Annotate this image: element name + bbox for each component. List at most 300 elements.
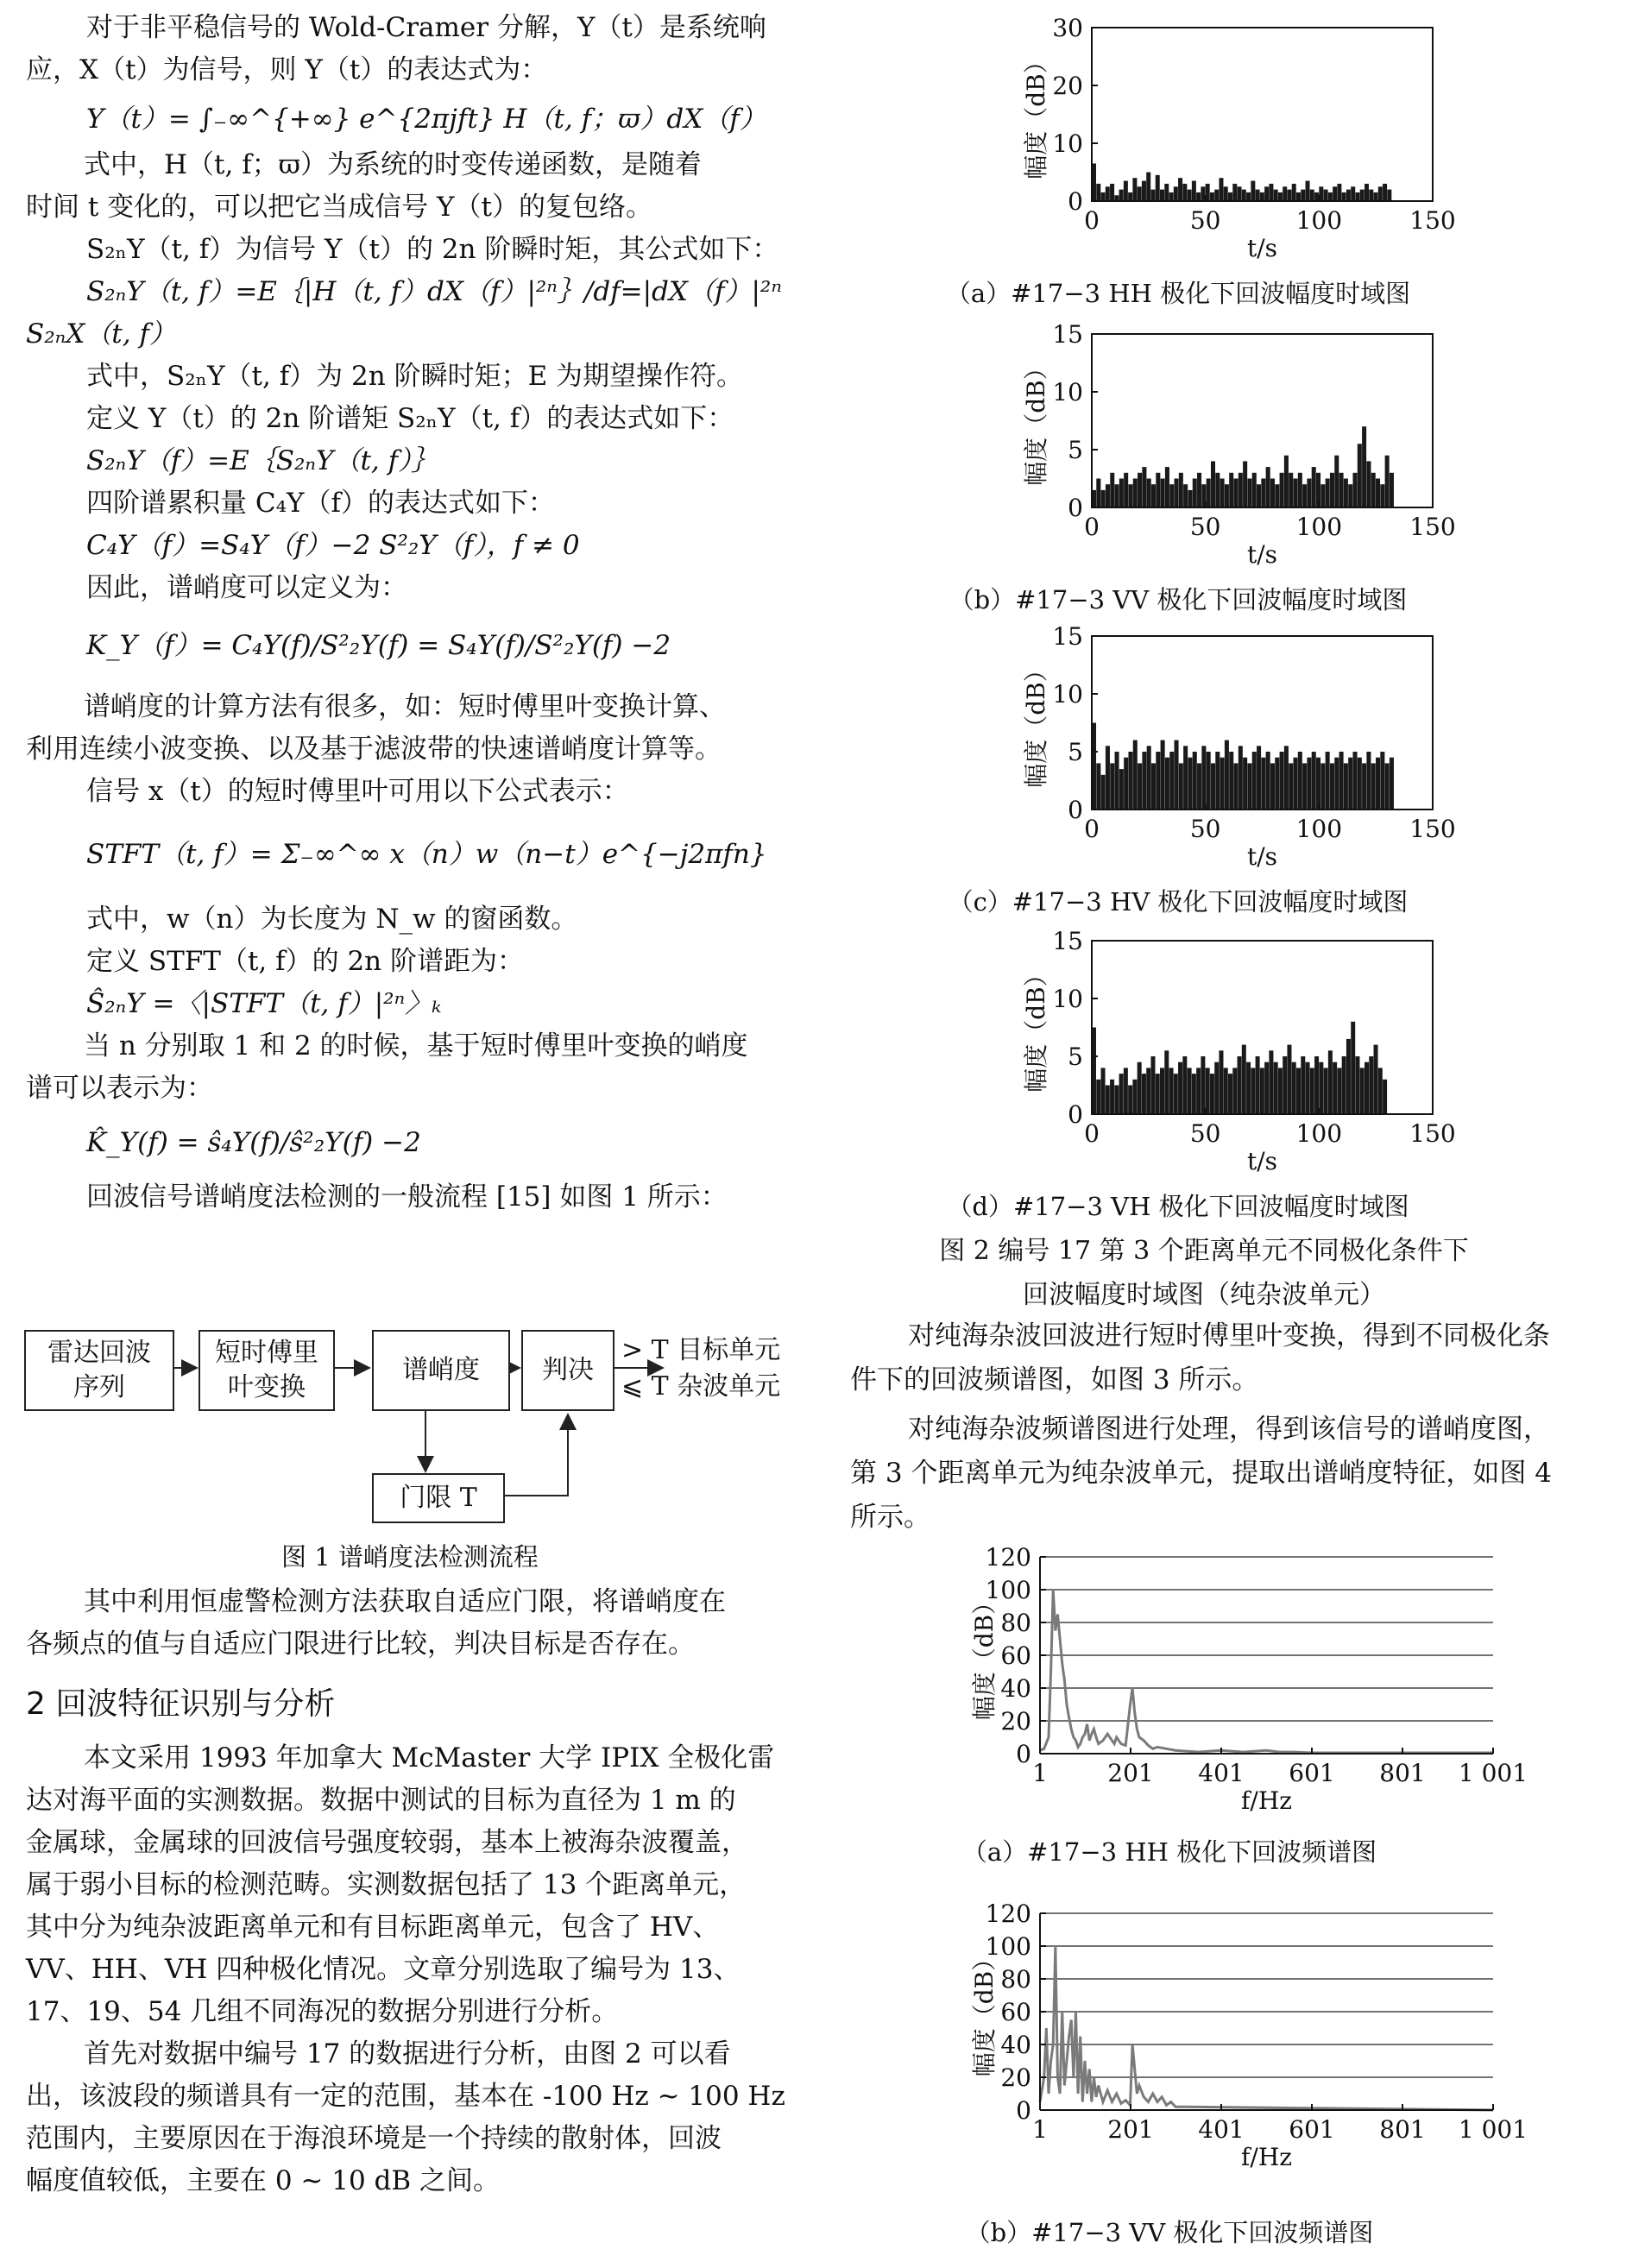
data-bar — [1320, 763, 1325, 810]
chart-2b — [850, 324, 1627, 583]
data-bar — [1275, 758, 1279, 810]
data-bar — [1234, 479, 1238, 508]
data-bar — [1138, 186, 1142, 201]
y-tick-label: 10 — [1052, 985, 1083, 1013]
data-bar — [1161, 740, 1165, 810]
data-bar — [1320, 484, 1325, 507]
y-tick-label: 5 — [1068, 738, 1083, 766]
data-bar — [1196, 192, 1201, 201]
data-bar — [1380, 484, 1384, 507]
data-bar — [1179, 763, 1183, 810]
data-bar — [1306, 1062, 1310, 1114]
data-bar — [1328, 192, 1333, 201]
x-tick-label: 601 — [1289, 2115, 1335, 2144]
y-axis-label: 幅度（dB） — [1022, 658, 1050, 788]
data-bar — [1371, 473, 1376, 507]
flow-output-target: > T 目标单元 — [621, 1335, 781, 1365]
x-tick-label: 201 — [1107, 2115, 1154, 2144]
x-tick-label: 1 — [1032, 1759, 1048, 1787]
data-bar — [1188, 758, 1192, 810]
paragraph: 定义 Y（t）的 2n 阶谱矩 S₂ₙY（t, f）的表达式如下： — [86, 403, 734, 434]
data-bar — [1138, 1062, 1142, 1114]
paragraph: 式中，S₂ₙY（t, f）为 2n 阶瞬时矩；E 为期望操作符。 — [86, 361, 744, 392]
data-bar — [1110, 473, 1114, 507]
right-column — [850, 0, 1627, 2268]
plot-frame — [1092, 28, 1433, 201]
data-bar — [1344, 479, 1348, 508]
data-bar — [1330, 473, 1334, 507]
data-bar — [1243, 758, 1247, 810]
data-bar — [1252, 752, 1257, 810]
data-bar — [1183, 746, 1188, 810]
data-bar — [1101, 775, 1106, 810]
data-bar — [1096, 763, 1100, 810]
data-bar — [1114, 195, 1119, 201]
chart-2c-caption: （c）#17−3 HV 极化下回波幅度时域图 — [948, 887, 1409, 917]
data-bar — [1348, 758, 1352, 810]
x-tick-label: 1 — [1032, 2115, 1048, 2144]
figure-2-title-line1: 图 2 编号 17 第 3 个距离单元不同极化条件下 — [939, 1236, 1469, 1266]
equation-7: Ŝ₂ₙY =〈|STFT（t, f）|²ⁿ〉ₖ — [86, 988, 442, 1019]
y-axis-label: 幅度（dB） — [970, 1590, 999, 1721]
paragraph: 各频点的值与自适应门限进行比较，判决目标是否存在。 — [26, 1629, 695, 1660]
paragraph: 谱可以表示为： — [26, 1073, 213, 1104]
data-bar — [1362, 426, 1366, 507]
paragraph: 谱峭度的计算方法有很多，如：短时傅里叶变换计算、 — [84, 691, 726, 722]
data-bar — [1247, 763, 1251, 810]
data-bar — [1264, 1062, 1269, 1114]
data-bar — [1390, 758, 1394, 810]
x-tick-label: 100 — [1295, 815, 1343, 843]
data-bar — [1119, 479, 1124, 508]
data-bar — [1301, 190, 1305, 201]
y-tick-label: 80 — [1000, 1965, 1031, 1994]
data-bar — [1257, 484, 1261, 507]
data-bar — [1346, 190, 1351, 201]
data-bar — [1293, 758, 1297, 810]
data-bar — [1169, 484, 1174, 507]
data-bar — [1106, 186, 1110, 201]
data-bar — [1197, 763, 1201, 810]
x-tick-label: 601 — [1289, 1759, 1335, 1787]
paragraph: 对纯海杂波回波进行短时傅里叶变换，得到不同极化条 — [908, 1320, 1550, 1351]
left-column — [26, 7, 803, 1219]
data-bar — [1214, 190, 1219, 201]
data-bar — [1296, 192, 1301, 201]
data-bar — [1210, 192, 1214, 201]
data-bar — [1352, 752, 1357, 810]
data-bar — [1324, 190, 1328, 201]
data-bar — [1174, 1074, 1178, 1114]
data-bar — [1183, 484, 1188, 507]
data-bar — [1328, 1050, 1333, 1114]
data-bar — [1339, 473, 1344, 507]
data-bar — [1164, 1050, 1169, 1114]
data-bar — [1193, 479, 1197, 508]
data-bar — [1215, 473, 1220, 507]
data-bar — [1376, 479, 1380, 508]
x-tick-label: 0 — [1084, 513, 1100, 541]
y-tick-label: 0 — [1016, 2096, 1031, 2125]
data-bar — [1132, 1080, 1137, 1114]
x-tick-label: 801 — [1379, 2115, 1426, 2144]
data-line — [1040, 1946, 1493, 2110]
paragraph: 信号 x（t）的短时傅里叶可用以下公式表示： — [86, 776, 629, 807]
data-bar — [1232, 1068, 1237, 1114]
data-bar — [1101, 1068, 1106, 1114]
data-bar — [1302, 763, 1307, 810]
data-bar — [1260, 1068, 1264, 1114]
data-bar — [1334, 456, 1339, 507]
data-bar — [1293, 479, 1297, 508]
data-bar — [1151, 484, 1156, 507]
paragraph: 利用连续小波变换、以及基于滤波带的快速谱峭度计算等。 — [26, 734, 722, 765]
data-bar — [1178, 178, 1182, 201]
y-tick-label: 40 — [1000, 1674, 1031, 1703]
x-tick-label: 150 — [1409, 1119, 1456, 1148]
data-bar — [1342, 192, 1346, 201]
x-tick-label: 50 — [1189, 1119, 1221, 1148]
y-tick-label: 40 — [1000, 2031, 1031, 2059]
data-bar — [1333, 1062, 1337, 1114]
data-bar — [1193, 752, 1197, 810]
x-tick-label: 50 — [1189, 815, 1221, 843]
paragraph: 首先对数据中编号 17 的数据进行分析，由图 2 可以看 — [84, 2038, 731, 2070]
data-bar — [1298, 752, 1302, 810]
data-bar — [1228, 192, 1232, 201]
data-bar — [1114, 1086, 1119, 1115]
y-tick-label: 60 — [1000, 1641, 1031, 1670]
x-tick-label: 150 — [1409, 206, 1456, 235]
data-bar — [1366, 752, 1371, 810]
data-bar — [1266, 752, 1270, 810]
chart-3a — [850, 1547, 1627, 1831]
y-tick-label: 0 — [1068, 494, 1083, 522]
data-bar — [1310, 1068, 1314, 1114]
data-bar — [1132, 178, 1137, 201]
data-bar — [1289, 763, 1293, 810]
y-axis-label: 幅度（dB） — [970, 1946, 999, 2077]
data-bar — [1312, 752, 1316, 810]
chart-2a-caption: （a）#17−3 HH 极化下回波幅度时域图 — [945, 279, 1411, 308]
data-bar — [1188, 490, 1192, 507]
flowchart — [24, 1325, 792, 1523]
data-bar — [1310, 190, 1314, 201]
y-axis-label: 幅度（dB） — [1022, 49, 1050, 180]
data-bar — [1270, 763, 1275, 810]
data-bar — [1175, 740, 1179, 810]
x-tick-label: 201 — [1107, 1759, 1154, 1787]
paragraph: 式中，H（t, f；ϖ）为系统的时变传递函数，是随着 — [84, 149, 702, 180]
y-tick-label: 10 — [1052, 378, 1083, 406]
data-bar — [1106, 1086, 1110, 1115]
y-tick-label: 0 — [1016, 1740, 1031, 1768]
y-tick-label: 15 — [1052, 626, 1083, 651]
paragraph: 范围内，主要原因在于海浪环境是一个持续的散射体，回波 — [26, 2123, 722, 2154]
data-bar — [1160, 190, 1164, 201]
data-bar — [1207, 752, 1211, 810]
data-bar — [1280, 473, 1284, 507]
data-bar — [1220, 758, 1225, 810]
data-bar — [1348, 484, 1352, 507]
data-bar — [1238, 1056, 1242, 1114]
data-bar — [1257, 746, 1261, 810]
data-bar — [1334, 758, 1339, 810]
data-bar — [1224, 1068, 1228, 1114]
chart-2c-wrapper — [850, 626, 1627, 923]
data-bar — [1174, 186, 1178, 201]
flow-box-threshold: 门限 T — [372, 1473, 505, 1523]
data-bar — [1211, 763, 1215, 810]
data-bar — [1339, 752, 1344, 810]
data-bar — [1192, 181, 1196, 201]
right-column-text — [850, 1314, 1627, 1540]
data-bar — [1128, 484, 1132, 507]
data-bar — [1188, 1068, 1192, 1114]
data-bar — [1142, 181, 1146, 201]
data-bar — [1284, 746, 1289, 810]
paragraph: 金属球，金属球的回波信号强度较弱，基本上被海杂波覆盖， — [26, 1827, 748, 1858]
data-bar — [1164, 184, 1169, 201]
data-bar — [1169, 192, 1174, 201]
x-tick-label: 150 — [1409, 815, 1456, 843]
data-bar — [1260, 192, 1264, 201]
chart-3a-caption: （a）#17−3 HH 极化下回波频谱图 — [961, 1837, 1377, 1867]
data-bar — [1289, 473, 1293, 507]
data-bar — [1264, 186, 1269, 201]
paragraph: 应，X（t）为信号，则 Y（t）的表达式为： — [26, 54, 548, 85]
data-bar — [1360, 190, 1365, 201]
paragraph: 其中利用恒虚警检测方法获取自适应门限，将谱峭度在 — [84, 1586, 726, 1617]
data-bar — [1124, 1068, 1128, 1114]
data-bar — [1296, 1068, 1301, 1114]
data-bar — [1096, 479, 1100, 508]
chart-2d-caption: （d）#17−3 VH 极化下回波幅度时域图 — [947, 1192, 1409, 1221]
data-bar — [1206, 1068, 1210, 1114]
y-tick-label: 10 — [1052, 129, 1083, 158]
data-bar — [1346, 1039, 1351, 1114]
data-bar — [1352, 473, 1357, 507]
data-bar — [1383, 184, 1387, 201]
data-bar — [1383, 1080, 1387, 1114]
data-bar — [1385, 763, 1390, 810]
data-bar — [1269, 1050, 1273, 1114]
data-bar — [1355, 192, 1359, 201]
data-bar — [1292, 184, 1296, 201]
data-bar — [1378, 186, 1383, 201]
paragraph: 因此，谱峭度可以定义为： — [86, 572, 407, 603]
data-bar — [1351, 186, 1355, 201]
equation-1: Y（t）= ∫₋∞^{+∞} e^{2πjft} H（t, f；ϖ）dX（f） — [86, 104, 766, 135]
data-bar — [1161, 479, 1165, 508]
data-bar — [1110, 184, 1114, 201]
paragraph: 达对海平面的实测数据。数据中测试的目标为直径为 1 m 的 — [26, 1785, 736, 1816]
chart-3a-wrapper — [850, 1547, 1627, 1883]
paragraph: 式中，w（n）为长度为 N_w 的窗函数。 — [86, 904, 578, 935]
data-bar — [1106, 484, 1110, 507]
data-bar — [1150, 190, 1155, 201]
x-axis-label: t/s — [1246, 540, 1278, 569]
data-bar — [1261, 479, 1265, 508]
data-bar — [1124, 473, 1128, 507]
data-bar — [1270, 479, 1275, 508]
x-tick-label: 801 — [1379, 1759, 1426, 1787]
paragraph: 17、19、54 几组不同海况的数据分别进行分析。 — [26, 1996, 619, 2027]
figure-1-caption: 图 1 谱峭度法检测流程 — [281, 1542, 539, 1572]
data-bar — [1151, 763, 1156, 810]
data-bar — [1165, 758, 1169, 810]
data-bar — [1326, 752, 1330, 810]
flow-output-clutter: ⩽ T 杂波单元 — [621, 1371, 781, 1402]
chart-3b-caption: （b）#17−3 VV 极化下回波频谱图 — [965, 2218, 1374, 2247]
data-bar — [1192, 1074, 1196, 1114]
data-bar — [1124, 758, 1128, 810]
y-tick-label: 80 — [1000, 1609, 1031, 1637]
data-bar — [1371, 763, 1376, 810]
data-bar — [1261, 758, 1265, 810]
data-bar — [1234, 763, 1238, 810]
y-tick-label: 20 — [1000, 1707, 1031, 1736]
data-bar — [1201, 1056, 1205, 1114]
data-bar — [1242, 1045, 1246, 1114]
data-bar — [1344, 763, 1348, 810]
equation-8: K̂_Y(f) = ŝ₄Y(f)/ŝ²₂Y(f) −2 — [86, 1127, 421, 1158]
data-bar — [1196, 1068, 1201, 1114]
x-tick-label: 0 — [1084, 815, 1100, 843]
paragraph: 件下的回波频谱图，如图 3 所示。 — [850, 1364, 1259, 1395]
data-bar — [1115, 752, 1119, 810]
y-tick-label: 30 — [1052, 17, 1083, 42]
paragraph: VV、HH、VH 四种极化情况。文章分别选取了编号为 13、 — [26, 1954, 741, 1985]
data-bar — [1298, 473, 1302, 507]
y-tick-label: 20 — [1052, 72, 1083, 100]
data-bar — [1274, 190, 1278, 201]
data-bar — [1156, 473, 1160, 507]
equation-6: STFT（t, f）= Σ₋∞^∞ x（n）w（n−t）e^{−j2πfn} — [86, 839, 767, 870]
chart-3b-wrapper — [850, 1903, 1627, 2257]
data-bar — [1256, 190, 1260, 201]
data-bar — [1283, 1056, 1287, 1114]
data-bar — [1252, 473, 1257, 507]
data-bar — [1096, 184, 1100, 201]
data-bar — [1119, 1074, 1124, 1114]
paragraph: 对于非平稳信号的 Wold-Cramer 分解，Y（t）是系统响 — [86, 12, 766, 43]
paragraph: 对纯海杂波频谱图进行处理，得到该信号的谱峭度图， — [908, 1414, 1550, 1445]
chart-2c — [850, 626, 1627, 885]
data-bar — [1278, 192, 1283, 201]
data-bar — [1287, 1045, 1291, 1114]
paragraph: 当 n 分别取 1 和 2 的时候，基于短时傅里叶变换的峭度 — [84, 1030, 748, 1062]
data-bar — [1355, 1056, 1359, 1114]
data-bar — [1251, 1068, 1255, 1114]
paragraph: 时间 t 变化的，可以把它当成信号 Y（t）的复包络。 — [26, 192, 652, 223]
data-bar — [1160, 1068, 1164, 1114]
data-bar — [1337, 184, 1341, 201]
data-bar — [1316, 758, 1320, 810]
data-bar — [1358, 758, 1362, 810]
paragraph: 幅度值较低，主要在 0 ~ 10 dB 之间。 — [26, 2165, 501, 2196]
data-bar — [1175, 479, 1179, 508]
paragraph: 回波信号谱峭度法检测的一般流程 [15] 如图 1 所示： — [86, 1181, 728, 1213]
data-bar — [1169, 752, 1174, 810]
x-axis-label: t/s — [1246, 234, 1278, 262]
data-bar — [1215, 752, 1220, 810]
data-bar — [1306, 181, 1310, 201]
data-bar — [1142, 1074, 1146, 1114]
flow-box-stft: 短时傅里 叶变换 — [199, 1330, 335, 1411]
flow-box-radar-echo: 雷达回波 序列 — [24, 1330, 174, 1411]
data-bar — [1220, 479, 1225, 508]
y-tick-label: 5 — [1068, 1043, 1083, 1071]
data-bar — [1358, 444, 1362, 507]
data-bar — [1232, 184, 1237, 201]
flow-box-spectral-kurtosis: 谱峭度 — [372, 1330, 510, 1411]
paragraph: 属于弱小目标的检测范畴。实测数据包括了 13 个距离单元， — [26, 1869, 747, 1900]
data-bar — [1106, 746, 1110, 810]
paragraph: 本文采用 1993 年加拿大 McMaster 大学 IPIX 全极化雷 — [84, 1742, 775, 1773]
equation-2: S₂ₙY（t, f）=E｛|H（t, f）dX（f）|²ⁿ｝/df=|dX（f）|²ⁿ — [86, 276, 782, 307]
data-bar — [1178, 1062, 1182, 1114]
data-bar — [1133, 479, 1138, 508]
data-bar — [1210, 1074, 1214, 1114]
data-bar — [1333, 186, 1337, 201]
y-tick-label: 5 — [1068, 436, 1083, 464]
data-bar — [1147, 746, 1151, 810]
x-tick-label: 1 001 — [1458, 1759, 1528, 1787]
x-axis-label: f/Hz — [1241, 1786, 1292, 1815]
data-bar — [1225, 740, 1229, 810]
data-bar — [1146, 1068, 1150, 1114]
y-tick-label: 0 — [1068, 796, 1083, 824]
data-bar — [1390, 473, 1394, 507]
data-bar — [1142, 467, 1146, 507]
data-bar — [1133, 740, 1138, 810]
chart-2d-wrapper — [850, 930, 1627, 1228]
data-bar — [1188, 190, 1192, 201]
data-bar — [1292, 1062, 1296, 1114]
x-axis-label: t/s — [1246, 1147, 1278, 1175]
data-bar — [1342, 1056, 1346, 1114]
data-bar — [1229, 473, 1233, 507]
data-bar — [1147, 479, 1151, 508]
x-tick-label: 50 — [1189, 513, 1221, 541]
data-bar — [1182, 1056, 1187, 1114]
x-tick-label: 401 — [1198, 2115, 1245, 2144]
y-tick-label: 15 — [1052, 930, 1083, 955]
figure-2-title-line2: 回波幅度时域图（纯杂波单元） — [1023, 1280, 1385, 1310]
x-tick-label: 50 — [1189, 206, 1221, 235]
paragraph: 四阶谱累积量 C₄Y（f）的表达式如下： — [86, 488, 555, 519]
data-bar — [1246, 1062, 1251, 1114]
data-bar — [1224, 186, 1228, 201]
data-bar — [1128, 1086, 1132, 1115]
data-bar — [1314, 1056, 1319, 1114]
data-bar — [1369, 190, 1373, 201]
left-column-lower — [26, 1581, 803, 2202]
data-bar — [1283, 186, 1287, 201]
chart-2a — [850, 17, 1627, 276]
data-bar — [1337, 1068, 1341, 1114]
data-bar — [1378, 1068, 1383, 1114]
flow-box-decision: 判决 — [521, 1330, 615, 1411]
x-tick-label: 100 — [1295, 206, 1343, 235]
data-bar — [1138, 763, 1142, 810]
data-bar — [1369, 1056, 1373, 1114]
data-bar — [1238, 746, 1243, 810]
chart-2d — [850, 930, 1627, 1189]
data-bar — [1110, 1080, 1114, 1114]
chart-2a-wrapper — [850, 17, 1627, 315]
